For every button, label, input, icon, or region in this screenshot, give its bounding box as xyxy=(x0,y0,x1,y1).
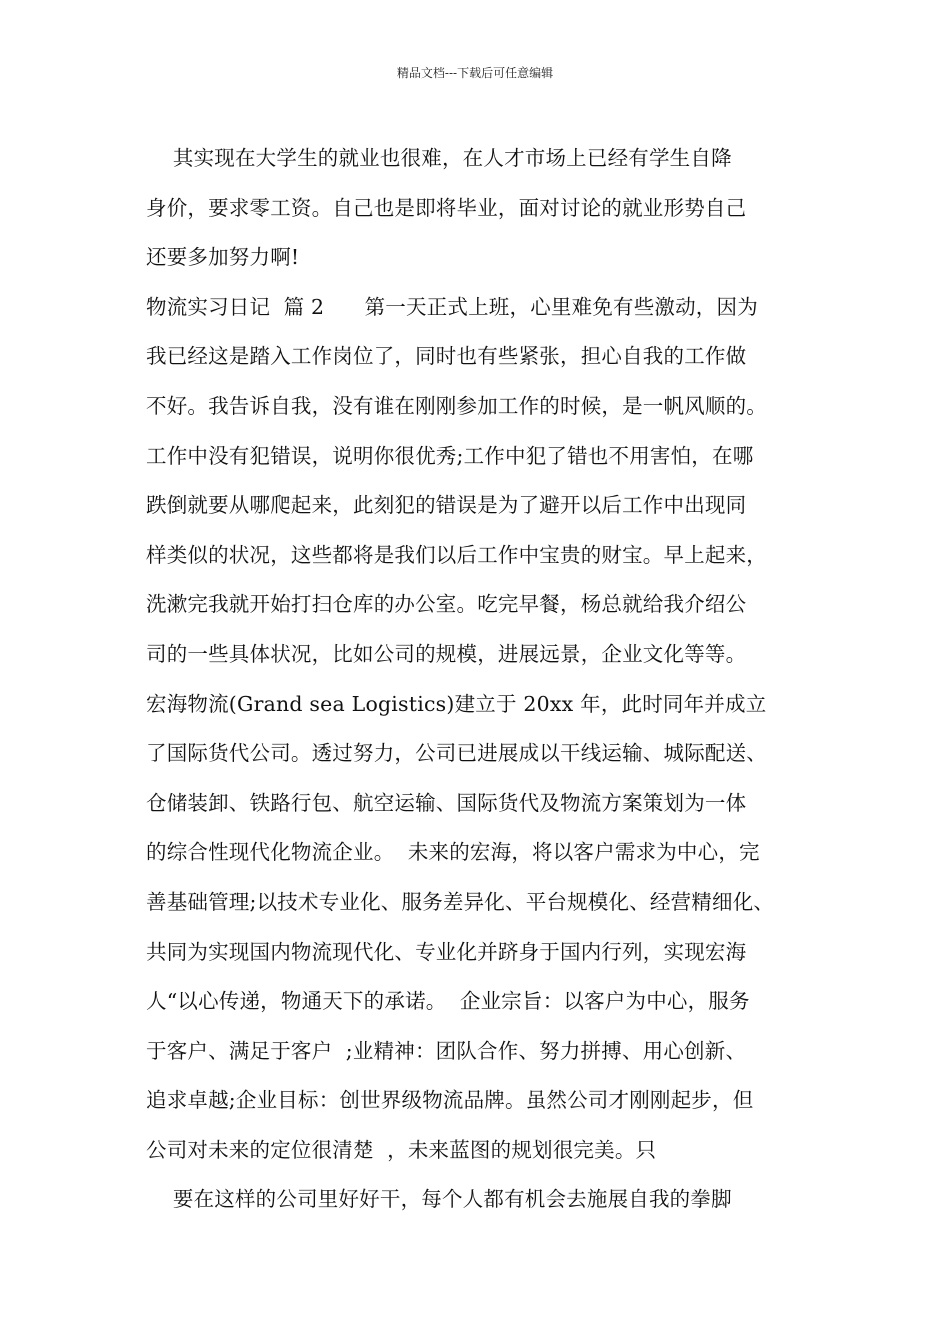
text-line: 身价，要求零工资。自己也是即将毕业，面对讨论的就业形势自己 xyxy=(146,195,747,220)
text-line: 洗漱完我就开始打扫仓库的办公室。吃完早餐，杨总就给我介绍公 xyxy=(146,592,747,617)
text-line: 跌倒就要从哪爬起来，此刻犯的错误是为了避开以后工作中出现同 xyxy=(146,493,747,518)
text-line: 要在这样的公司里好好干，每个人都有机会去施展自我的拳脚 xyxy=(146,1187,732,1212)
text-line: 追求卓越;企业目标：创世界级物流品牌。虽然公司才刚刚起步，但 xyxy=(146,1088,754,1113)
text-line: 于客户、满足于客户 ;业精神：团队合作、努力拼搏、用心创新、 xyxy=(146,1038,747,1063)
text-line: 其实现在大学生的就业也很难，在人才市场上已经有学生自降 xyxy=(146,146,732,170)
text-line: 了国际货代公司。透过努力，公司已进展成以干线运输、城际配送、 xyxy=(146,741,767,766)
page-header: 精品文档---下载后可任意编辑 xyxy=(396,66,554,80)
text-line: 样类似的状况，这些都将是我们以后工作中宝贵的财宝。早上起来， xyxy=(146,542,767,567)
text-line: 我已经这是踏入工作岗位了，同时也有些紧张，担心自我的工作做 xyxy=(146,344,747,369)
text-line: 不好。我告诉自我，没有谁在刚刚参加工作的时候，是一帆风顺的。 xyxy=(146,393,767,418)
text-line: 宏海物流(Grand sea Logistics)建立于 20xx 年，此时同年并成立 xyxy=(146,691,767,716)
text-line: 人“以心传递，物通天下的承诺。 企业宗旨：以客户为中心，服务 xyxy=(146,989,750,1014)
text-line: 物流实习日记 篇 2 第一天正式上班，心里难免有些激动，因为 xyxy=(146,294,758,319)
text-line: 共同为实现国内物流现代化、专业化并跻身于国内行列，实现宏海 xyxy=(146,939,747,964)
text-line: 还要多加努力啊! xyxy=(146,245,300,270)
text-line: 的综合性现代化物流企业。 未来的宏海，将以客户需求为中心，完 xyxy=(146,840,760,865)
text-line: 善基础管理;以技术专业化、服务差异化、平台规模化、经营精细化、 xyxy=(146,889,775,914)
text-line: 仓储装卸、铁路行包、航空运输、国际货代及物流方案策划为一体 xyxy=(146,790,747,815)
text-line: 公司对未来的定位很清楚 ，未来蓝图的规划很完美。只 xyxy=(146,1137,657,1162)
text-line: 工作中没有犯错误，说明你很优秀;工作中犯了错也不用害怕，在哪 xyxy=(146,443,754,468)
document-body xyxy=(146,134,826,1225)
text-line: 司的一些具体状况，比如公司的规模，进展远景，企业文化等等。 xyxy=(146,641,747,666)
